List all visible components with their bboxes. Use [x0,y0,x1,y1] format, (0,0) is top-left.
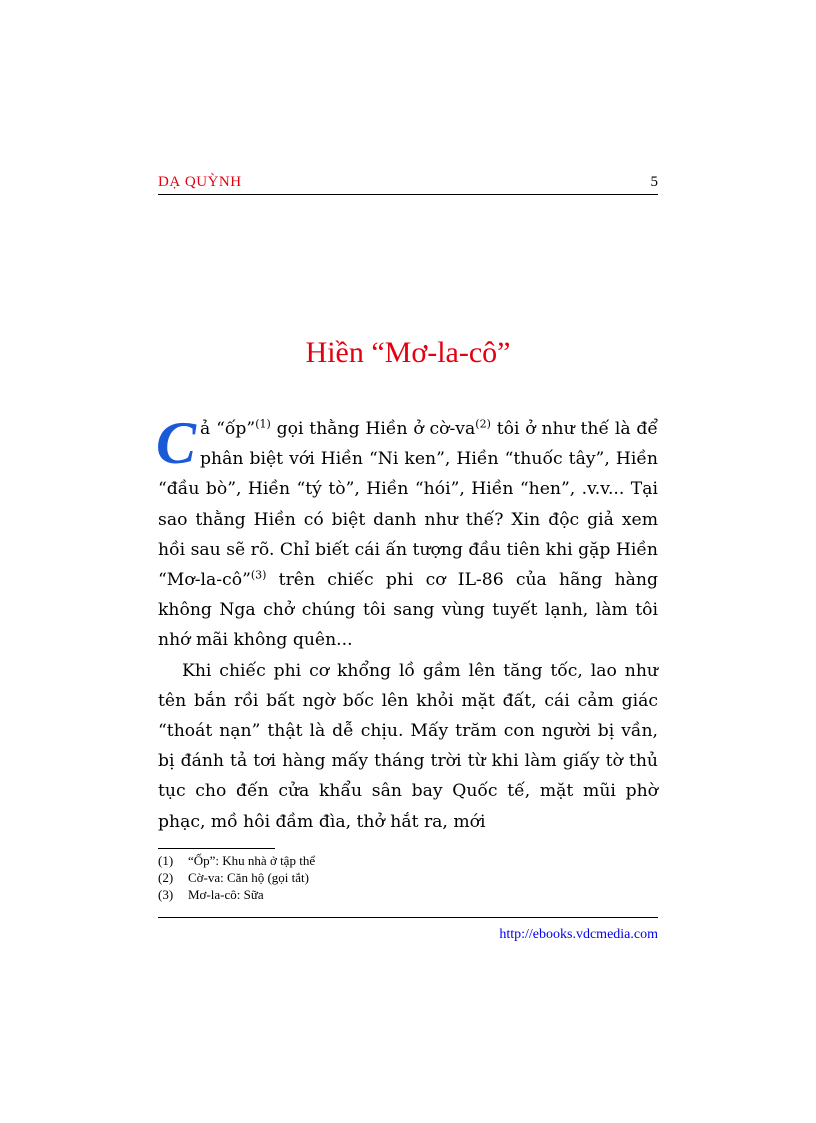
paragraph-1-text-a: ả “ốp” [200,419,256,439]
paragraph-1-text-b: gọi thằng Hiền ở cờ-va [270,419,476,439]
footnote-ref-1: (1) [255,417,271,431]
footnote-mark: (2) [158,870,174,885]
footnote-item [158,886,315,903]
header-author: DẠ QUỲNH [158,174,242,190]
paragraph-1-text-c: tôi ở như thế là để phân biệt với Hiền “Ni ken”, Hiền “thuốc tây”, Hiền “đầu bò”, Hiền “tý tò”, Hiền “hói”, Hiền “hen”, .v.v... Tại sao thằng Hiền có biệt danh như thế? Xin độc giả xem hồi sau sẽ rõ. Chỉ biết cái ấn tượng đầu tiên khi gặp Hiền “Mơ-la-cô” [158,419,658,591]
footnotes [158,852,315,903]
footnote-item [158,869,315,886]
footer-url-link[interactable]: http://ebooks.vdcmedia.com [499,927,658,942]
chapter-body [156,410,658,837]
footnote-text: Mơ-la-cô: Sữa [188,887,264,902]
paragraph-1-text-d: trên chiếc phi cơ IL-86 của hãng hàng không Nga chở chúng tôi sang vùng tuyết lạnh, làm tôi nhớ mãi không quên... [158,570,658,651]
footnote-text: Cờ-va: Căn hộ (gọi tắt) [188,870,309,885]
paragraph-1 [156,410,658,656]
paragraph-2: Khi chiếc phi cơ khổng lồ gầm lên tăng tốc, lao như tên bắn rồi bất ngờ bốc lên khỏi mặt đất, cái cảm giác “thoát nạn” thật là dễ chịu. Mấy trăm con người bị vần, bị đánh tả tơi hàng mấy tháng trời từ khi làm giấy tờ thủ tục cho đến cửa khẩu sân bay Quốc tế, mặt mũi phờ phạc, mồ hôi đầm đìa, thở hắt ra, mới [158,660,658,832]
footnote-text: “Ốp”: Khu nhà ở tập thể [188,853,316,868]
running-header [158,172,658,195]
footnote-ref-3: (3) [250,568,267,582]
page-number: 5 [650,174,658,190]
footnote-mark: (3) [158,887,174,902]
footer-divider [158,917,658,918]
footnote-item [158,852,315,869]
drop-cap: C [156,410,197,476]
footnote-divider [158,848,275,849]
footnote-mark: (1) [158,853,174,868]
chapter-title: Hiền “Mơ-la-cô” [305,336,511,369]
footnote-ref-2: (2) [475,417,491,431]
